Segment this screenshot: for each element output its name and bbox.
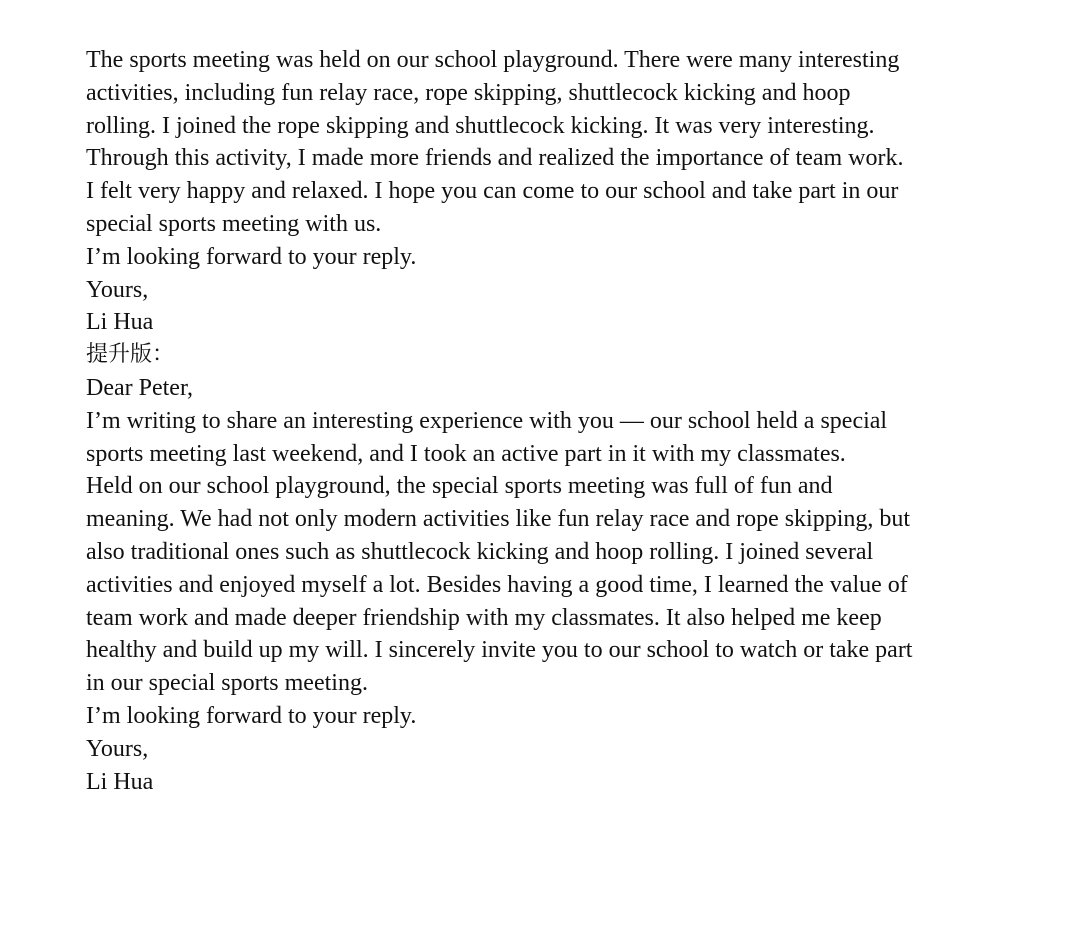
body-line: also traditional ones such as shuttlecock kicking and hoop rolling. I joined several [86,538,874,565]
body-line: in our special sports meeting. [86,670,368,697]
closing-line: I’m looking forward to your reply. [86,243,417,270]
body-line: healthy and build up my will. I sincerely invite you to our school to watch or take part [86,637,913,664]
closing-line: I’m looking forward to your reply. [86,702,417,729]
body-line: team work and made deeper friendship with my classmates. It also helped me keep [86,604,882,631]
body-line: I felt very happy and relaxed. I hope you can come to our school and take part in our [86,178,899,205]
signoff: Yours, [86,276,149,303]
body-line: sports meeting last weekend, and I took an active part in it with my classmates. [86,440,846,467]
document-page [86,44,986,798]
body-line: activities and enjoyed myself a lot. Besides having a good time, I learned the value of [86,571,908,598]
salutation: Dear Peter, [86,374,193,401]
improved-version-label: 提升版： [86,342,175,368]
improved-version [86,372,986,798]
signature: Li Hua [86,768,154,795]
body-line: meaning. We had not only modern activities like fun relay race and rope skipping, but [86,506,911,533]
body-line: Through this activity, I made more friends and realized the importance of team work. [86,145,904,172]
body-line: special sports meeting with us. [86,210,382,237]
signature: Li Hua [86,309,154,336]
body-line: The sports meeting was held on our school playground. There were many interesting [86,47,900,73]
body-line: activities, including fun relay race, rope skipping, shuttlecock kicking and hoop [86,79,851,106]
signoff: Yours, [86,735,149,762]
body-line: I’m writing to share an interesting experience with you — our school held a special [86,407,888,434]
body-line: Held on our school playground, the special sports meeting was full of fun and [86,473,833,500]
body-line: rolling. I joined the rope skipping and shuttlecock kicking. It was very interesting. [86,112,875,139]
first-version [86,44,986,339]
